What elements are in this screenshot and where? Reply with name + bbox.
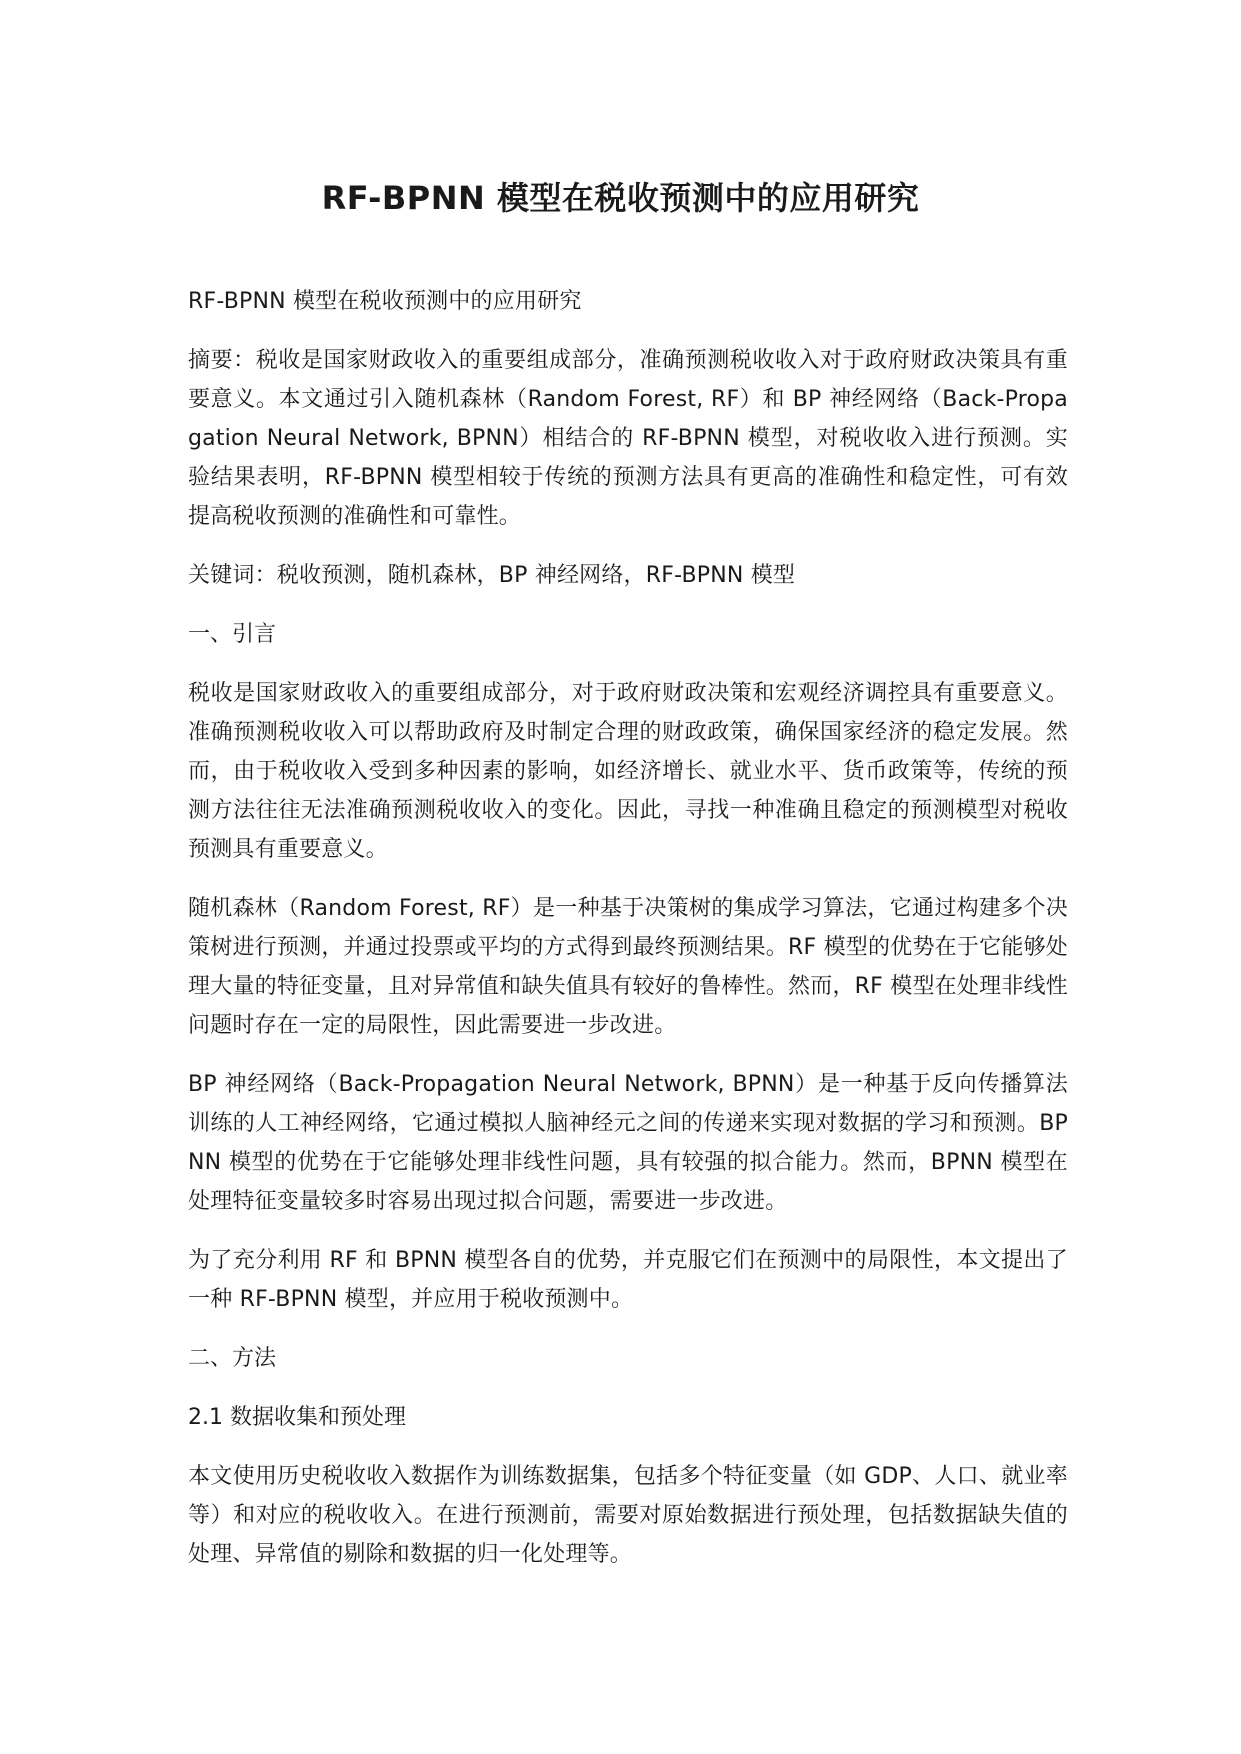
intro-paragraph-2: 随机森林（Random Forest, RF）是一种基于决策树的集成学习算法，它通过构建多个决策树进行预测，并通过投票或平均的方式得到最终预测结果。RF 模型的优势在于它能够处理大量的特征变量，且对异常值和缺失值具有较好的鲁棒性。然而，RF 模型在处理非线性问题时存在一定的局限性，因此需要进一步改进。 <box>188 896 1068 1038</box>
document-body <box>188 282 1068 1594</box>
section-heading-method: 二、方法 <box>188 1346 277 1371</box>
intro-paragraph-3: BP 神经网络（Back-Propagation Neural Network, BPNN）是一种基于反向传播算法训练的人工神经网络，它通过模拟人脑神经元之间的传递来实现对数据的学习和预测。BPNN 模型的优势在于它能够处理非线性问题，具有较强的拟合能力。然而，BPNN 模型在处理特征变量较多时容易出现过拟合问题，需要进一步改进。 <box>188 1072 1068 1214</box>
method-paragraph-1: 本文使用历史税收收入数据作为训练数据集，包括多个特征变量（如 GDP、人口、就业率等）和对应的税收收入。在进行预测前，需要对原始数据进行预处理，包括数据缺失值的处理、异常值的剔除和数据的归一化处理等。 <box>188 1464 1068 1567</box>
section-heading-introduction: 一、引言 <box>188 622 277 647</box>
subtitle: RF-BPNN 模型在税收预测中的应用研究 <box>188 289 582 314</box>
keywords-paragraph: 关键词：税收预测，随机森林，BP 神经网络，RF-BPNN 模型 <box>188 563 796 588</box>
document-title: RF-BPNN 模型在税收预测中的应用研究 <box>321 179 920 217</box>
abstract-paragraph: 摘要：税收是国家财政收入的重要组成部分，准确预测税收收入对于政府财政决策具有重要意义。本文通过引入随机森林（Random Forest, RF）和 BP 神经网络（Back-Propagation Neural Network, BPNN）相结合的 RF-BPNN 模型，对税收收入进行预测。实验结果表明，RF-BPNN 模型相较于传统的预测方法具有更高的准确性和稳定性，可有效提高税收预测的准确性和可靠性。 <box>188 348 1068 529</box>
intro-paragraph-1: 税收是国家财政收入的重要组成部分，对于政府财政决策和宏观经济调控具有重要意义。准确预测税收收入可以帮助政府及时制定合理的财政政策，确保国家经济的稳定发展。然而，由于税收收入受到多种因素的影响，如经济增长、就业水平、货币政策等，传统的预测方法往往无法准确预测税收收入的变化。因此，寻找一种准确且稳定的预测模型对税收预测具有重要意义。 <box>188 681 1068 862</box>
intro-paragraph-4: 为了充分利用 RF 和 BPNN 模型各自的优势，并克服它们在预测中的局限性，本文提出了一种 RF-BPNN 模型，并应用于税收预测中。 <box>188 1248 1068 1312</box>
subsection-heading-data: 2.1 数据收集和预处理 <box>188 1405 406 1430</box>
